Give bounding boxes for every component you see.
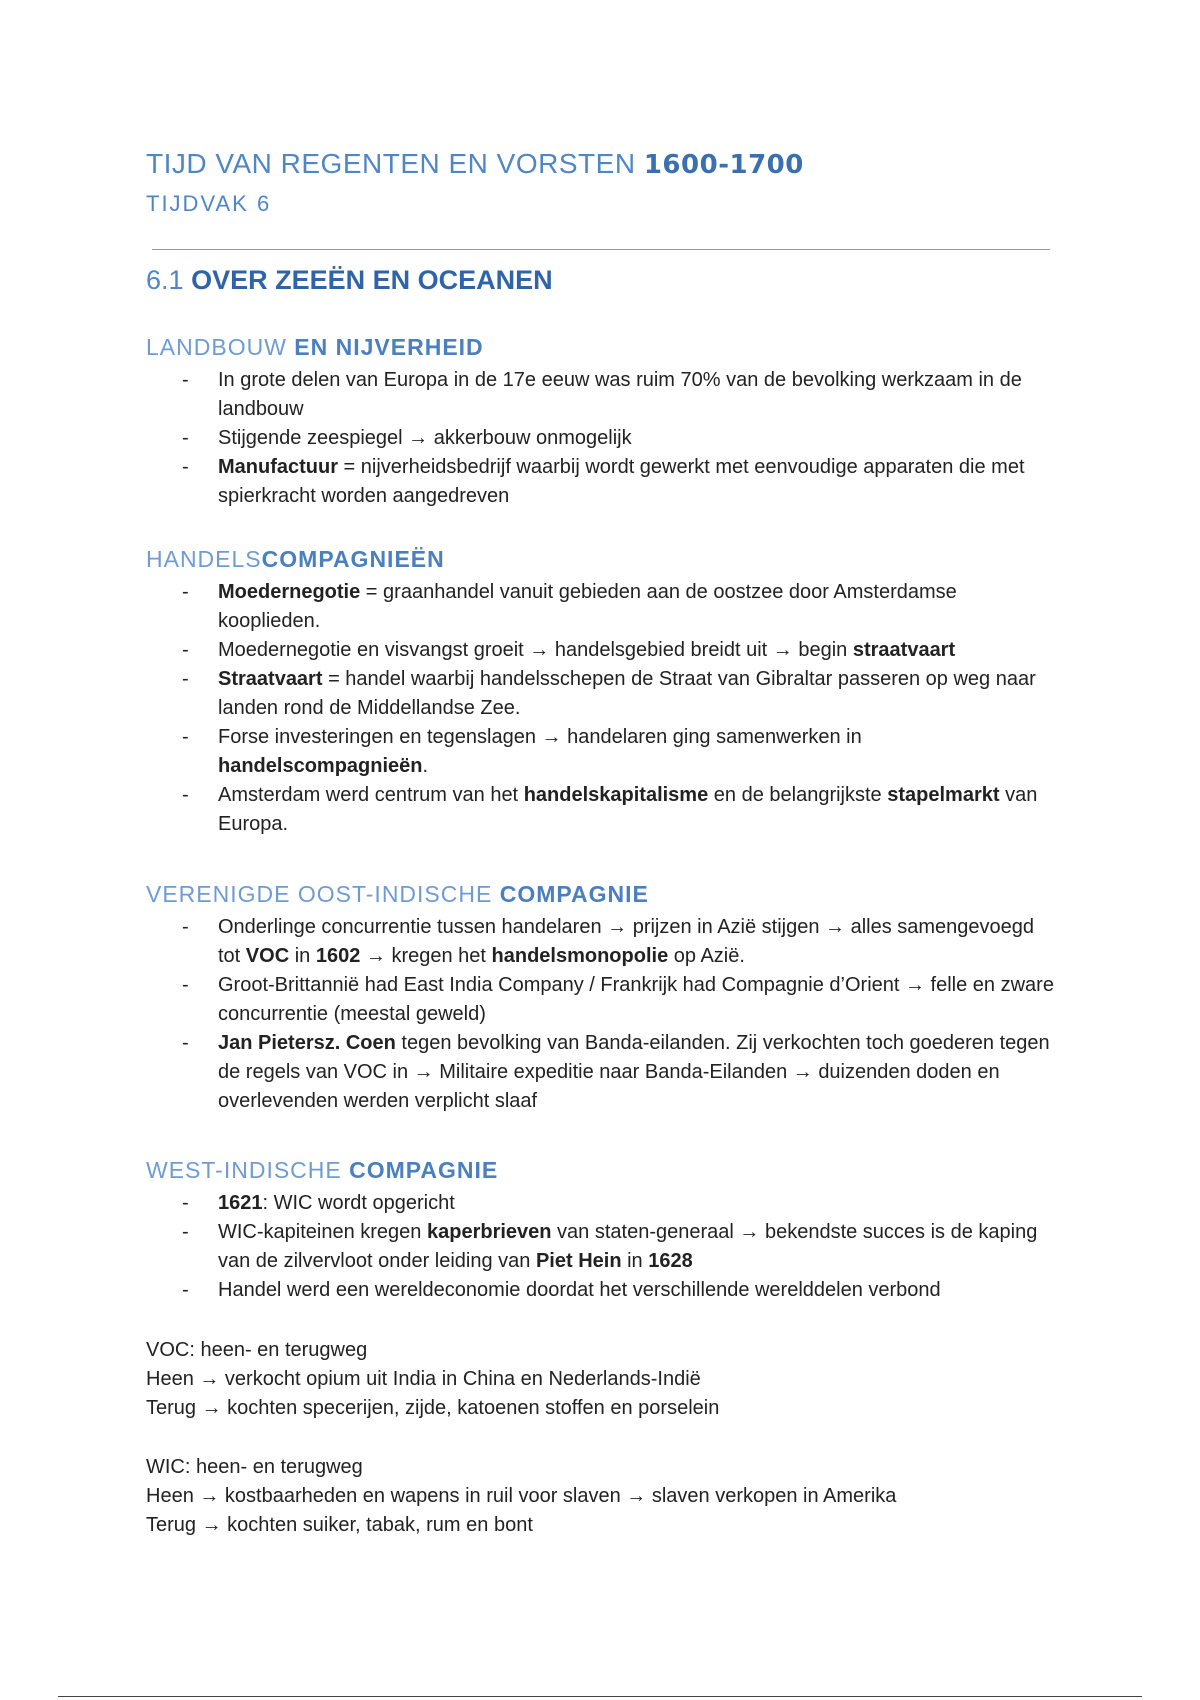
heading-voc — [146, 881, 649, 908]
document-title — [146, 148, 804, 180]
wic-route-terug: Terug → kochten suiker, tabak, rum en bont — [146, 1514, 533, 1536]
voc-routes-title: VOC: heen- en terugweg — [146, 1339, 368, 1361]
list-item: - Moedernegotie en visvangst groeit → handelsgebied breidt uit → begin straatvaart — [180, 636, 1060, 665]
header-divider — [152, 249, 1050, 250]
list-item: - Onderlinge concurrentie tussen handelaren → prijzen in Azië stijgen → alles samengevoegd tot VOC in 1602 → kregen het handelsmonopolie op Azië. — [180, 913, 1060, 971]
list-item: - Jan Pietersz. Coen tegen bevolking van Banda-eilanden. Zij verkochten toch goederen tegen de regels van VOC in → Militaire expeditie naar Banda-Eilanden → duizenden doden en overlevenden werden verplicht slaaf — [180, 1029, 1060, 1116]
list-item: - Moedernegotie = graanhandel vanuit gebieden aan de oostzee door Amsterdamse kooplieden. — [180, 578, 1060, 636]
wic-routes — [146, 1453, 896, 1540]
title-text: TIJD VAN REGENTEN EN VORSTEN — [146, 148, 636, 179]
heading-landbouw-a: LANDBOUW — [146, 334, 287, 360]
voc-routes — [146, 1336, 719, 1423]
heading-wic — [146, 1157, 498, 1184]
list-item: - Handel werd een wereldeconomie doordat het verschillende werelddelen verbond — [180, 1276, 1060, 1305]
heading-voc-b: COMPAGNIE — [499, 881, 649, 907]
section-number: 6.1 — [146, 265, 184, 295]
wic-route-heen: Heen → kostbaarheden en wapens in ruil voor slaven → slaven verkopen in Amerika — [146, 1485, 897, 1507]
section-title-text: OVER ZEEËN EN OCEANEN — [191, 265, 553, 295]
list-item: - In grote delen van Europa in de 17e eeuw was ruim 70% van de bevolking werkzaam in de landbouw — [180, 366, 1060, 424]
footer-divider — [58, 1696, 1142, 1697]
heading-landbouw — [146, 334, 484, 361]
list-handel — [180, 578, 1060, 839]
heading-handel — [146, 546, 445, 573]
section-title — [146, 265, 553, 296]
list-item: - Amsterdam werd centrum van het handelskapitalisme en de belangrijkste stapelmarkt van Europa. — [180, 781, 1060, 839]
list-item: - Straatvaart = handel waarbij handelsschepen de Straat van Gibraltar passeren op weg naar landen rond de Middellandse Zee. — [180, 665, 1060, 723]
voc-route-heen: Heen → verkocht opium uit India in China en Nederlands-Indië — [146, 1368, 701, 1390]
wic-routes-title: WIC: heen- en terugweg — [146, 1456, 363, 1478]
list-item: - Groot-Brittannië had East India Company / Frankrijk had Compagnie d’Orient → felle en zware concurrentie (meestal geweld) — [180, 971, 1060, 1029]
voc-route-terug: Terug → kochten specerijen, zijde, katoenen stoffen en porselein — [146, 1397, 720, 1419]
list-wic — [180, 1189, 1060, 1305]
list-item: - 1621: WIC wordt opgericht — [180, 1189, 1060, 1218]
list-item: - Forse investeringen en tegenslagen → handelaren ging samenwerken in handelscompagnieën. — [180, 723, 1060, 781]
list-voc — [180, 913, 1060, 1116]
list-landbouw — [180, 366, 1060, 511]
heading-handel-a: HANDELS — [146, 546, 262, 572]
title-years: 1600-1700 — [643, 150, 804, 180]
heading-handel-b: COMPAGNIEËN — [261, 546, 445, 572]
heading-landbouw-b: EN NIJVERHEID — [294, 334, 484, 360]
heading-voc-a: VERENIGDE OOST-INDISCHE — [146, 881, 493, 907]
list-item: - Manufactuur = nijverheidsbedrijf waarbij wordt gewerkt met eenvoudige apparaten die met spierkracht worden aangedreven — [180, 453, 1060, 511]
heading-wic-a: WEST-INDISCHE — [146, 1157, 342, 1183]
heading-wic-b: COMPAGNIE — [349, 1157, 499, 1183]
list-item: - WIC-kapiteinen kregen kaperbrieven van staten-generaal → bekendste succes is de kaping van de zilvervloot onder leiding van Piet Hein in 1628 — [180, 1218, 1060, 1276]
document-subtitle: TIJDVAK 6 — [146, 191, 272, 216]
list-item: - Stijgende zeespiegel → akkerbouw onmogelijk — [180, 424, 1060, 453]
